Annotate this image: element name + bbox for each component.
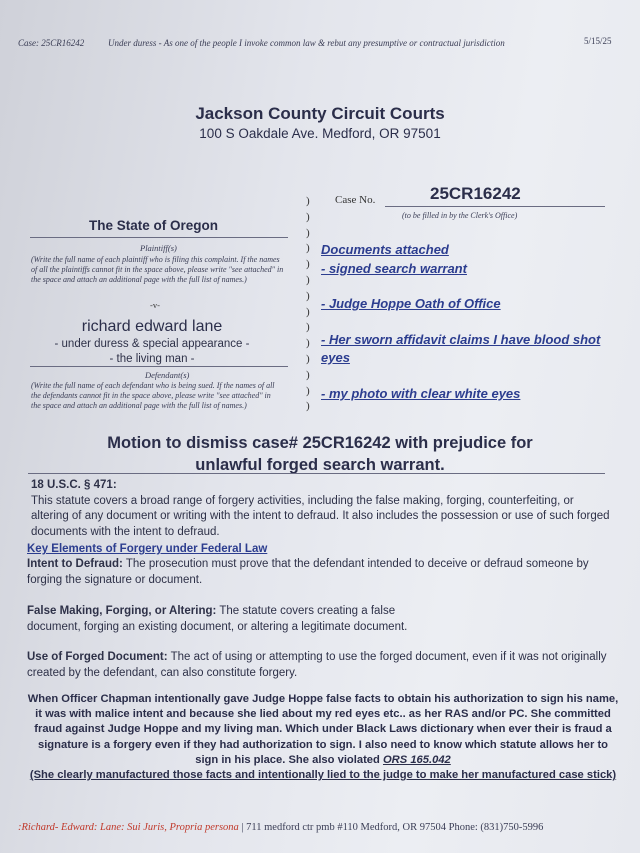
attachment-item: - Her sworn affidavit claims I have blood shot eyes (321, 332, 601, 365)
footer (18, 822, 543, 833)
defendant-label: Defendant(s) (145, 370, 190, 380)
case-number-value: 25CR16242 (430, 184, 521, 203)
use-text: The act of using or attempting to use the forged document, even if it was not originally created by the defendant, can also constitute forgery. (27, 651, 607, 679)
defendant-living-man: - the living man - (109, 353, 195, 365)
false-making-text: The statute covers creating a false document, forging an existing document, or altering a legitimate document. (27, 605, 408, 633)
intent-text: The prosecution must prove that the defendant intended to deceive or defraud someone by forging the signature or document. (27, 558, 589, 586)
document-date: 5/15/25 (584, 36, 612, 46)
attachment-item: - my photo with clear white eyes (321, 386, 521, 401)
case-reference: Case: 25CR16242 (18, 38, 85, 48)
intent-label: Intent to Defraud: (27, 558, 123, 570)
plaintiff-line (30, 237, 288, 238)
plaintiff-label: Plaintiff(s) (140, 243, 177, 253)
key-elements-heading: Key Elements of Forgery under Federal Law (27, 543, 268, 555)
statute-text: This statute covers a broad range of forgery activities, including the false making, forging, counterfeiting, or altering of any document or writing with the intent to defraud. It also includes the possession or use of such forged documents with the intent to defraud. (31, 494, 610, 538)
signature: :Richard- Edward: Lane: Sui Juris, Propria persona (18, 822, 239, 833)
court-name: Jackson County Circuit Courts (195, 104, 445, 123)
case-number-line (385, 206, 605, 207)
court-address: 100 S Oakdale Ave. Medford, OR 97501 (199, 126, 441, 141)
versus: -v- (150, 300, 160, 310)
false-making-label: False Making, Forging, or Altering: (27, 605, 217, 617)
attachment-item: - signed search warrant (321, 261, 467, 276)
caption-divider: ) ) ) ) ) ) ) ) ) ) ) ) ) ) (306, 195, 310, 413)
defendant-name: richard edward lane (81, 318, 223, 335)
footer-separator: | (241, 822, 244, 833)
use-paragraph (27, 650, 627, 681)
statute-section (31, 478, 611, 540)
attachment-item: - Judge Hoppe Oath of Office (321, 296, 501, 311)
ors-citation: ORS 165.042 (382, 753, 451, 766)
attachments-heading: Documents attached (321, 242, 449, 257)
plaintiff-name: The State of Oregon (89, 218, 219, 233)
plaintiff-instructions: (Write the full name of each plaintiff who is filing this complaint. If the names of all the plaintiffs cannot fit in the space above, please write "see attached" in the space and attach an additional page with the full list of names.) (31, 255, 284, 284)
statute-label: 18 U.S.C. § 471: (31, 479, 117, 491)
defendant-duress: - under duress & special appearance - (54, 338, 250, 350)
title-rule (28, 473, 605, 474)
intent-paragraph (27, 557, 619, 588)
argument-text: When Officer Chapman intentionally gave Judge Hoppe false facts to obtain his authorization to sign his name, it was with malice intent and because she lied about my red eyes etc.. as her RAS and/or PC. She committed fraud against Judge Hoppe and my living man. Which under Black Laws dictionary when ever their is fraud a signature is a forgery even if they had authorization to sign. I also need to know which statute allows her to sign in his place. She also violated (27, 693, 619, 766)
footer-address: 711 medford ctr pmb #110 Medford, OR 97504 (246, 822, 446, 833)
use-label: Use of Forged Document: (27, 651, 168, 663)
footer-phone: Phone: (831)750-5996 (448, 822, 544, 833)
case-number-label: Case No. (335, 194, 376, 206)
motion-title: Motion to dismiss case# 25CR16242 with prejudice for unlawful forged search warrant. (107, 434, 533, 474)
defendant-instructions: (Write the full name of each defendant who is being sued. If the names of all the defendants cannot fit in the space above, please write "see attached" in the space and attach an additional page with the full list of names.) (31, 381, 275, 410)
false-making-paragraph (27, 604, 447, 635)
duress-notice: Under duress - As one of the people I invoke common law & rebut any presumptive or contractual jurisdiction (108, 38, 505, 48)
argument-paragraph (27, 692, 619, 783)
clerk-note: (to be filled in by the Clerk's Office) (402, 211, 518, 220)
argument-closing: (She clearly manufactured those facts and intentionally lied to the judge to make her manufactured case stick) (29, 769, 617, 782)
defendant-line (30, 366, 288, 367)
court-header (0, 104, 640, 141)
